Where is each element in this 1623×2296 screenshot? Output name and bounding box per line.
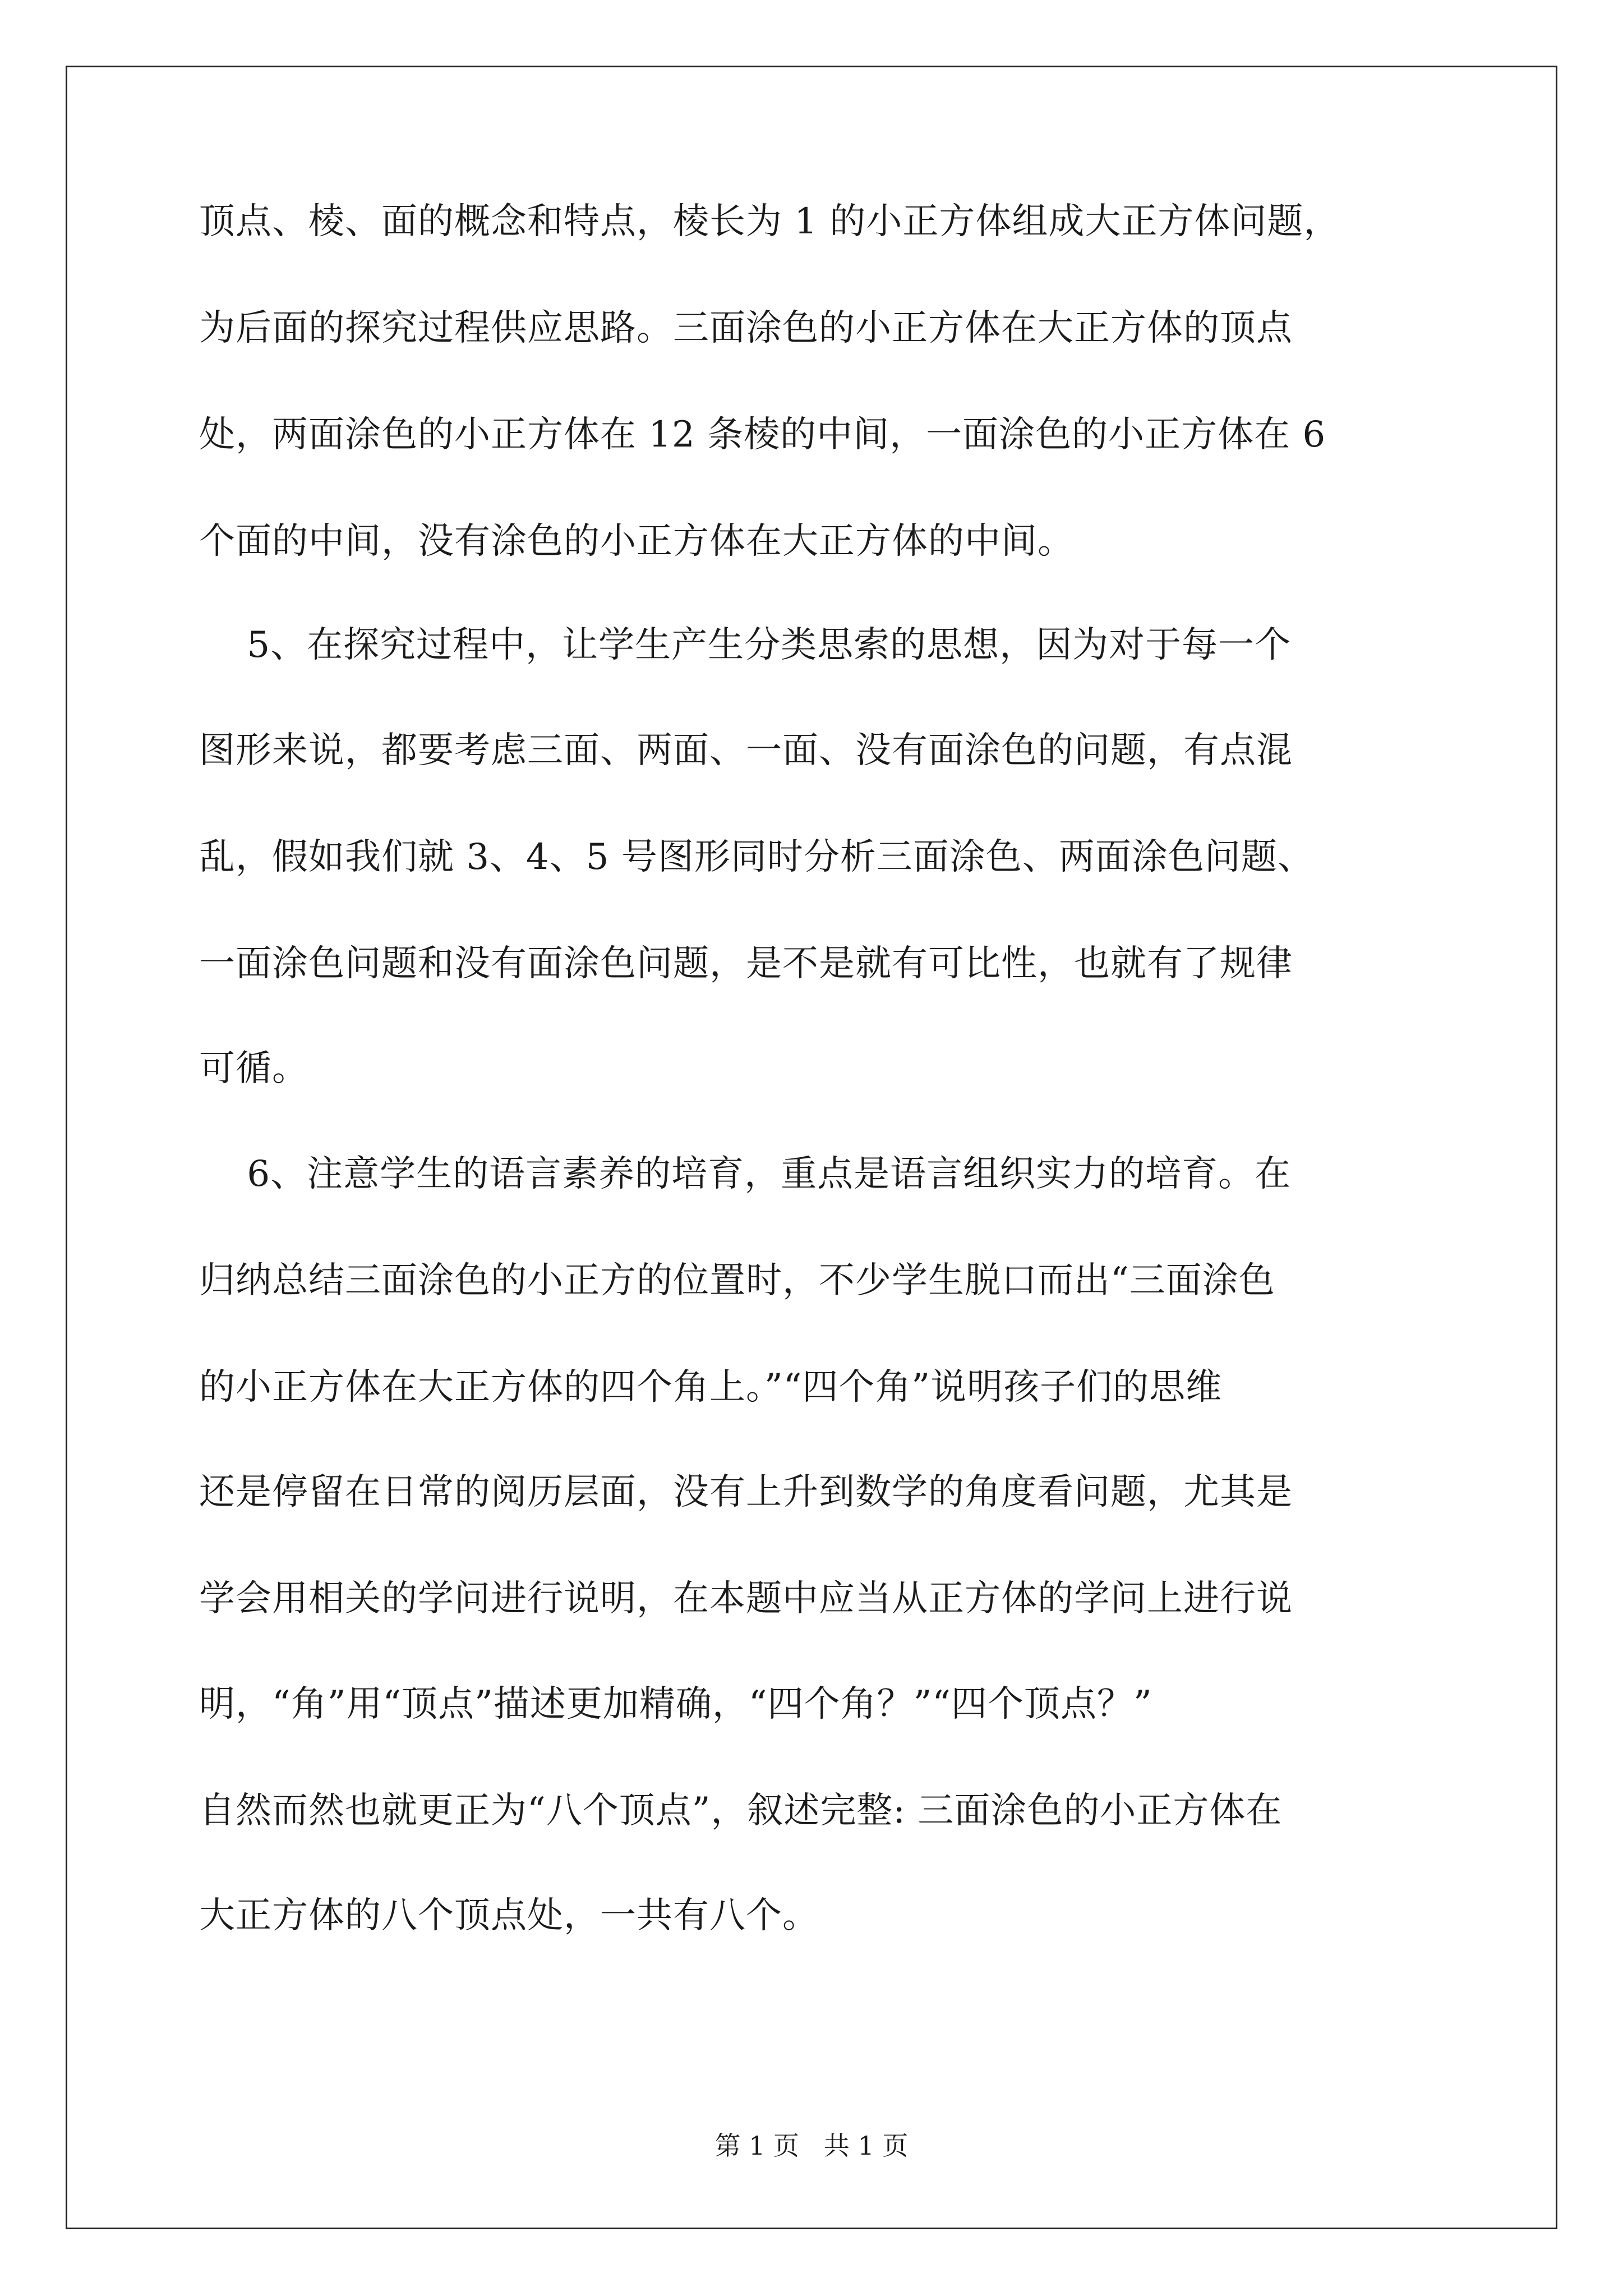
body-line-8: 一面涂色问题和没有面涂色问题，是不是就有可比性，也就有了规律 bbox=[199, 943, 1293, 984]
body-line-11: 归纳总结三面涂色的小正方的位置时，不少学生脱口而出“三面涂色 bbox=[199, 1260, 1275, 1301]
body-line-6: 图形来说，都要考虑三面、两面、一面、没有面涂色的问题，有点混 bbox=[199, 730, 1293, 771]
page-number-footer: 第 1 页 共 1 页 bbox=[714, 2131, 909, 2161]
body-line-17: 大正方体的八个顶点处，一共有八个。 bbox=[199, 1895, 819, 1936]
body-line-15: 明，“角”用“顶点”描述更加精确，“四个角？”“四个顶点？” bbox=[199, 1683, 1152, 1725]
body-line-9: 可循。 bbox=[199, 1048, 308, 1089]
body-line-1: 顶点、棱、面的概念和特点，棱长为 1 的小正方体组成大正方体问题， bbox=[199, 201, 1340, 242]
body-line-14: 学会用相关的学问进行说明，在本题中应当从正方体的学问上进行说 bbox=[199, 1578, 1293, 1619]
body-line-10: 6、注意学生的语言素养的培育，重点是语言组织实力的培育。在 bbox=[199, 1153, 1292, 1195]
body-line-13: 还是停留在日常的阅历层面，没有上升到数学的角度看问题，尤其是 bbox=[199, 1471, 1293, 1513]
body-line-16: 自然而然也就更正为“八个顶点”，叙述完整: 三面涂色的小正方体在 bbox=[199, 1790, 1283, 1832]
body-line-12: 的小正方体在大正方体的四个角上。”“四个角”说明孩子们的思维 bbox=[199, 1366, 1223, 1408]
body-line-4: 个面的中间，没有涂色的小正方体在大正方体的中间。 bbox=[199, 521, 1074, 562]
body-line-3: 处，两面涂色的小正方体在 12 条棱的中间，一面涂色的小正方体在 6 bbox=[199, 414, 1326, 455]
body-line-2: 为后面的探究过程供应思路。三面涂色的小正方体在大正方体的顶点 bbox=[199, 307, 1293, 349]
body-line-7: 乱，假如我们就 3、4、5 号图形同时分析三面涂色、两面涂色问题、 bbox=[199, 836, 1314, 878]
body-line-5: 5、在探究过程中，让学生产生分类思索的思想，因为对于每一个 bbox=[199, 624, 1292, 666]
